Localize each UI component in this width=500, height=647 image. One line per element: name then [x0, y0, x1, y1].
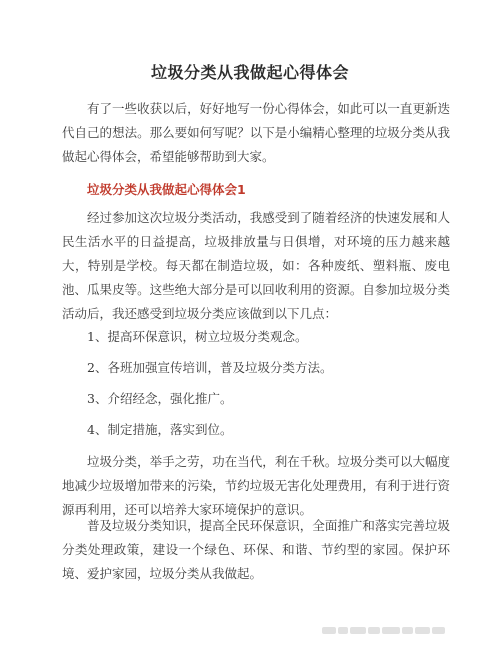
- watermark-mark: [432, 627, 445, 634]
- body-paragraph-1: 经过参加这次垃圾分类活动，我感受到了随着经济的快速发展和人民生活水平的日益提高，垃圾排放量与日俱增，对环境的压力越来越大，特别是学校。每天都在制造垃圾，如：各种废纸、塑料瓶、废电池、瓜果皮等。这些绝大部分是可以回收利用的资源。自参加垃圾分类活动后，我还感受到垃圾分类应该做到以下几点：: [62, 210, 450, 321]
- watermark-mark: [382, 627, 400, 634]
- list-item: 2、各班加强宣传培训，普及垃圾分类方法。: [87, 360, 333, 375]
- watermark-mark: [338, 627, 348, 634]
- list-item: 4、制定措施，落实到位。: [87, 422, 233, 437]
- document-title: 垃圾分类从我做起心得体会: [150, 63, 349, 82]
- list-item: 3、介绍经念，强化推广。: [87, 391, 233, 406]
- section-heading: 垃圾分类从我做起心得体会1: [87, 182, 246, 197]
- watermark-mark: [322, 627, 336, 634]
- body-paragraph-2: 垃圾分类，举手之劳，功在当代，利在千秋。垃圾分类可以大幅度地减少垃圾增加带来的污染，节约垃圾无害化处理费用，有利于进行资源再利用，还可以培养大家环境保护的意识。: [62, 454, 450, 517]
- watermark-mark: [415, 627, 430, 634]
- watermark-mark: [368, 627, 380, 634]
- body-paragraph-3: 普及垃圾分类知识，提高全民环保意识，全面推广和落实完善垃圾分类处理政策，建设一个绿色、环保、和谐、节约型的家园。保护环境、爱护家园，垃圾分类从我做起。: [62, 518, 450, 581]
- watermark-mark: [350, 627, 366, 634]
- list-item: 1、提高环保意识，树立垃圾分类观念。: [87, 329, 308, 344]
- intro-paragraph: 有了一些收获以后，好好地写一份心得体会，如此可以一直更新迭代自己的想法。那么要如何写呢？以下是小编精心整理的垃圾分类从我做起心得体会，希望能够帮助到大家。: [62, 101, 450, 164]
- watermark-logo: [322, 624, 482, 636]
- watermark-mark: [402, 627, 413, 634]
